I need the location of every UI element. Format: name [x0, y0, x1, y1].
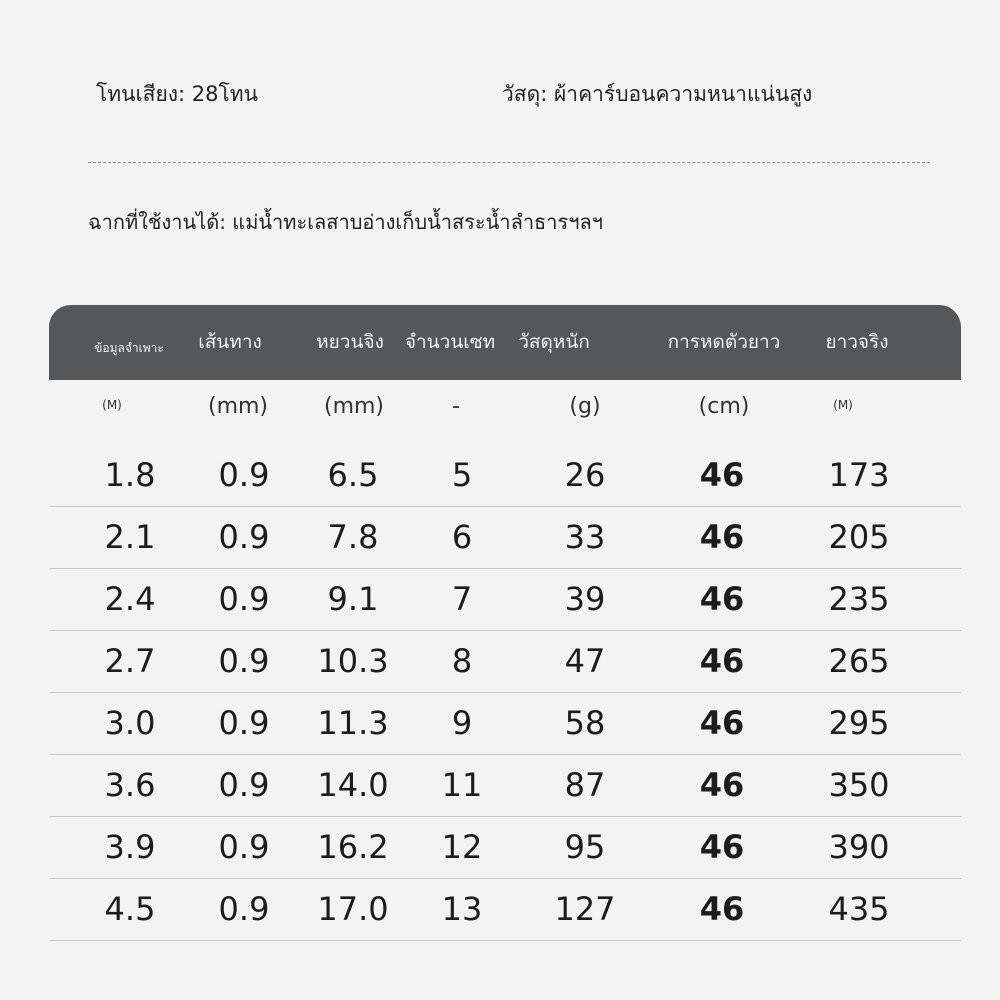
cell-actual-length: 390 — [828, 828, 890, 866]
cell-weight: 47 — [564, 642, 606, 680]
cell-actual-length: 265 — [828, 642, 890, 680]
cell-weight: 26 — [564, 456, 606, 494]
cell-actual-length: 235 — [828, 580, 890, 618]
header-sections: จำนวนเซท — [404, 331, 496, 353]
cell-spec: 4.5 — [104, 890, 156, 928]
header-actual-length: ยาวจริง — [825, 331, 889, 353]
cell-spec: 3.6 — [104, 766, 156, 804]
cell-line: 0.9 — [218, 766, 270, 804]
table-row — [49, 692, 961, 755]
cell-diameter: 6.5 — [327, 456, 379, 494]
cell-diameter: 16.2 — [317, 828, 389, 866]
unit-weight: (g) — [569, 394, 601, 419]
cell-actual-length: 205 — [828, 518, 890, 556]
cell-line: 0.9 — [218, 890, 270, 928]
cell-sections: 12 — [441, 828, 483, 866]
header-diameter: หยวนจิง — [316, 331, 384, 353]
dashed-divider — [88, 162, 930, 163]
cell-sections: 13 — [441, 890, 483, 928]
cell-weight: 33 — [564, 518, 606, 556]
usage-scenes: ฉากที่ใช้งานได้: แม่น้ำทะเลสาบอ่างเก็บน้ำสระน้ำลำธารฯลฯ — [88, 210, 603, 234]
cell-weight: 127 — [554, 890, 616, 928]
cell-sections: 9 — [451, 704, 473, 742]
cell-sections: 11 — [441, 766, 483, 804]
table-row — [49, 568, 961, 631]
cell-diameter: 11.3 — [317, 704, 389, 742]
tone-spec: โทนเสียง: 28โทน — [96, 82, 258, 106]
material-spec: วัสดุ: ผ้าคาร์บอนความหนาแน่นสูง — [502, 82, 813, 106]
cell-weight: 95 — [564, 828, 606, 866]
cell-weight: 39 — [564, 580, 606, 618]
cell-closed-length: 46 — [699, 456, 745, 494]
unit-line: (mm) — [207, 394, 269, 419]
cell-sections: 7 — [451, 580, 473, 618]
unit-diameter: (mm) — [323, 394, 385, 419]
cell-line: 0.9 — [218, 518, 270, 556]
cell-spec: 2.4 — [104, 580, 156, 618]
cell-line: 0.9 — [218, 642, 270, 680]
cell-weight: 58 — [564, 704, 606, 742]
cell-actual-length: 350 — [828, 766, 890, 804]
table-row — [49, 630, 961, 693]
cell-diameter: 17.0 — [317, 890, 389, 928]
table-row — [49, 444, 961, 507]
cell-spec: 2.1 — [104, 518, 156, 556]
cell-actual-length: 173 — [828, 456, 890, 494]
table-row — [49, 754, 961, 817]
cell-closed-length: 46 — [699, 828, 745, 866]
cell-spec: 3.0 — [104, 704, 156, 742]
header-line: เส้นทาง — [198, 331, 262, 353]
cell-actual-length: 435 — [828, 890, 890, 928]
cell-closed-length: 46 — [699, 642, 745, 680]
table-row — [49, 816, 961, 879]
header-weight: วัสดุหนัก — [518, 331, 590, 353]
cell-closed-length: 46 — [699, 766, 745, 804]
cell-spec: 3.9 — [104, 828, 156, 866]
cell-closed-length: 46 — [699, 580, 745, 618]
cell-line: 0.9 — [218, 456, 270, 494]
cell-diameter: 7.8 — [327, 518, 379, 556]
table-header — [49, 305, 961, 380]
cell-actual-length: 295 — [828, 704, 890, 742]
cell-line: 0.9 — [218, 828, 270, 866]
cell-weight: 87 — [564, 766, 606, 804]
header-closed-length: การหดตัวยาว — [667, 331, 781, 353]
cell-line: 0.9 — [218, 580, 270, 618]
unit-spec: (M) — [102, 398, 122, 412]
cell-diameter: 10.3 — [317, 642, 389, 680]
cell-closed-length: 46 — [699, 890, 745, 928]
table-row — [49, 506, 961, 569]
unit-closed-length: (cm) — [698, 394, 750, 419]
cell-spec: 1.8 — [104, 456, 156, 494]
cell-line: 0.9 — [218, 704, 270, 742]
unit-sections: - — [452, 394, 460, 419]
cell-sections: 8 — [451, 642, 473, 680]
header-spec: ข้อมูลจำเพาะ — [94, 341, 164, 355]
cell-closed-length: 46 — [699, 518, 745, 556]
cell-sections: 6 — [451, 518, 473, 556]
cell-diameter: 14.0 — [317, 766, 389, 804]
table-row — [49, 878, 961, 941]
cell-diameter: 9.1 — [327, 580, 379, 618]
unit-actual-length: (M) — [833, 398, 853, 412]
cell-spec: 2.7 — [104, 642, 156, 680]
cell-sections: 5 — [451, 456, 473, 494]
cell-closed-length: 46 — [699, 704, 745, 742]
